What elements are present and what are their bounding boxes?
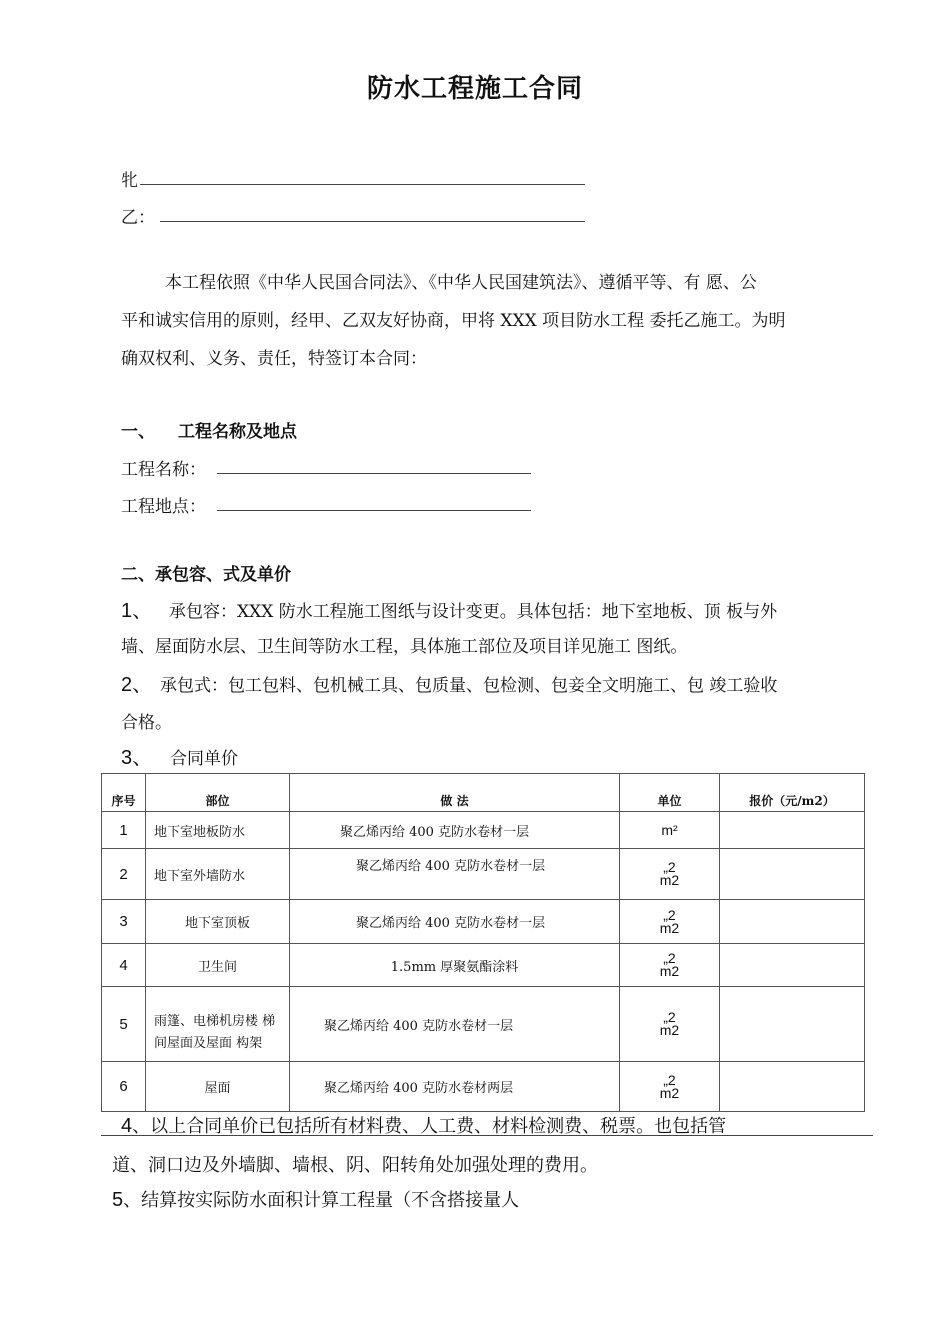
unit-superscript: „2: [663, 859, 676, 875]
project-location-blank[interactable]: [217, 510, 531, 511]
row-part: 地下室顶板: [146, 900, 290, 944]
item-4-line-2: 道、洞口边及外墙脚、墙根、阴、阳转角处加强处理的费用。: [112, 1155, 598, 1176]
row-price[interactable]: [720, 900, 865, 944]
table-row: [102, 1062, 865, 1112]
section-1-number: 一、: [121, 422, 155, 442]
row-unit: [620, 812, 720, 849]
intro-line-1: 本工程依照《中华人民国合同法》、《中华人民国建筑法》、遵循平等、有 愿、公: [165, 273, 757, 293]
row-price[interactable]: [720, 987, 865, 1062]
item-1-line-1: 承包容：XXX 防水工程施工图纸与设计变更。具体包括：地下室地板、顶 板与外: [169, 602, 778, 622]
row-seq: 6: [102, 1062, 146, 1112]
intro-line-3: 确双权利、义务、责任，特签订本合同：: [121, 349, 427, 369]
party-b-label: 乙：: [121, 208, 155, 228]
intro-line-2: 平和诚实信用的原则，经甲、乙双友好协商，甲将 XXX 项目防水工程 委托乙施工。为明: [121, 311, 786, 331]
item-2-number: 2、: [121, 674, 153, 696]
row-unit: [620, 987, 720, 1062]
unit-text: m2: [659, 963, 680, 979]
party-b-blank[interactable]: [160, 221, 585, 222]
item-4-number: 4: [121, 1115, 133, 1137]
project-location-label: 工程地点：: [121, 497, 206, 517]
row-unit: [620, 1062, 720, 1112]
table-row: [102, 987, 865, 1062]
row-method: 聚乙烯丙给 400 克防水卷材一层: [290, 900, 620, 944]
unit-superscript: „2: [663, 906, 676, 923]
section-2-heading: 二、承包容、式及单价: [121, 565, 291, 585]
header-method: 做 法: [290, 774, 620, 812]
table-row: [102, 849, 865, 900]
item-3-number: 3、: [121, 747, 153, 769]
table-header-row: [102, 774, 865, 812]
row-seq: 2: [102, 849, 146, 900]
document-title: 防水工程施工合同: [366, 74, 583, 104]
row-seq: 3: [102, 900, 146, 944]
party-a-blank[interactable]: [140, 184, 585, 185]
item-3-text: 合同单价: [170, 749, 238, 769]
item-4-text: 、以上合同单价已包括所有材料费、人工费、材料检测费、税票。也包括管: [132, 1116, 727, 1137]
project-name-blank[interactable]: [217, 473, 531, 474]
unit-superscript: „2: [663, 1071, 676, 1088]
item-5-line: [112, 1186, 519, 1212]
table-row: [102, 944, 865, 987]
row-part: 卫生间: [146, 944, 290, 987]
row-unit: [620, 849, 720, 900]
row-seq: 4: [102, 944, 146, 987]
table-row: [102, 812, 865, 849]
unit-text: m2: [659, 1022, 680, 1038]
row-method: 聚乙烯丙给 400 克防水卷材一层: [290, 849, 620, 900]
row-part: 雨篷、电梯机房楼 梯间屋面及屋面 构架: [146, 987, 290, 1062]
item-1-line-2: 墙、屋面防水层、卫生间等防水工程，具体施工部位及项目详见施工 图纸。: [121, 637, 688, 657]
item-5-number: 5: [112, 1189, 124, 1211]
unit-text: m²: [661, 821, 678, 838]
row-price[interactable]: [720, 812, 865, 849]
header-unit: 单位: [620, 774, 720, 812]
section-1-heading: 工程名称及地点: [178, 422, 297, 442]
row-method: 聚乙烯丙给 400 克防水卷材两层: [290, 1062, 620, 1112]
item-2-line-1: 承包式：包工包料、包机械工具、包质量、包检测、包妾全文明施工、包 竣工验收: [160, 676, 778, 696]
project-name-label: 工程名称：: [121, 460, 206, 480]
row-price[interactable]: [720, 1062, 865, 1112]
row-seq: 1: [102, 812, 146, 849]
row-price[interactable]: [720, 944, 865, 987]
header-seq: 序号: [102, 774, 146, 812]
row-method: 聚乙烯丙给 400 克防水卷材一层: [290, 987, 620, 1062]
unit-text: m2: [659, 1084, 680, 1101]
item-2-line-2: 合格。: [121, 713, 172, 733]
unit-superscript: „2: [663, 1009, 676, 1025]
row-part: 地下室地板防水: [146, 812, 290, 849]
table-row: [102, 900, 865, 944]
unit-text: m2: [659, 872, 680, 888]
unit-text: m2: [659, 919, 680, 936]
item-1-number: 1、: [121, 600, 153, 622]
row-unit: [620, 900, 720, 944]
item-5-text: 、结算按实际防水面积计算工程量（不含搭接量人: [123, 1190, 520, 1211]
party-a-label: 牝: [121, 171, 138, 191]
divider-line: [101, 1135, 873, 1136]
header-part: 部位: [146, 774, 290, 812]
unit-price-table: [101, 773, 865, 1112]
row-unit: [620, 944, 720, 987]
unit-superscript: „2: [663, 950, 676, 966]
row-seq: 5: [102, 987, 146, 1062]
row-method: 1.5mm 厚聚氨酯涂料: [290, 944, 620, 987]
row-price[interactable]: [720, 849, 865, 900]
row-part: 屋面: [146, 1062, 290, 1112]
header-price: 报价（元/m2）: [720, 774, 865, 812]
row-part: 地下室外墙防水: [146, 849, 290, 900]
row-method: 聚乙烯丙给 400 克防水卷材一层: [290, 812, 620, 849]
